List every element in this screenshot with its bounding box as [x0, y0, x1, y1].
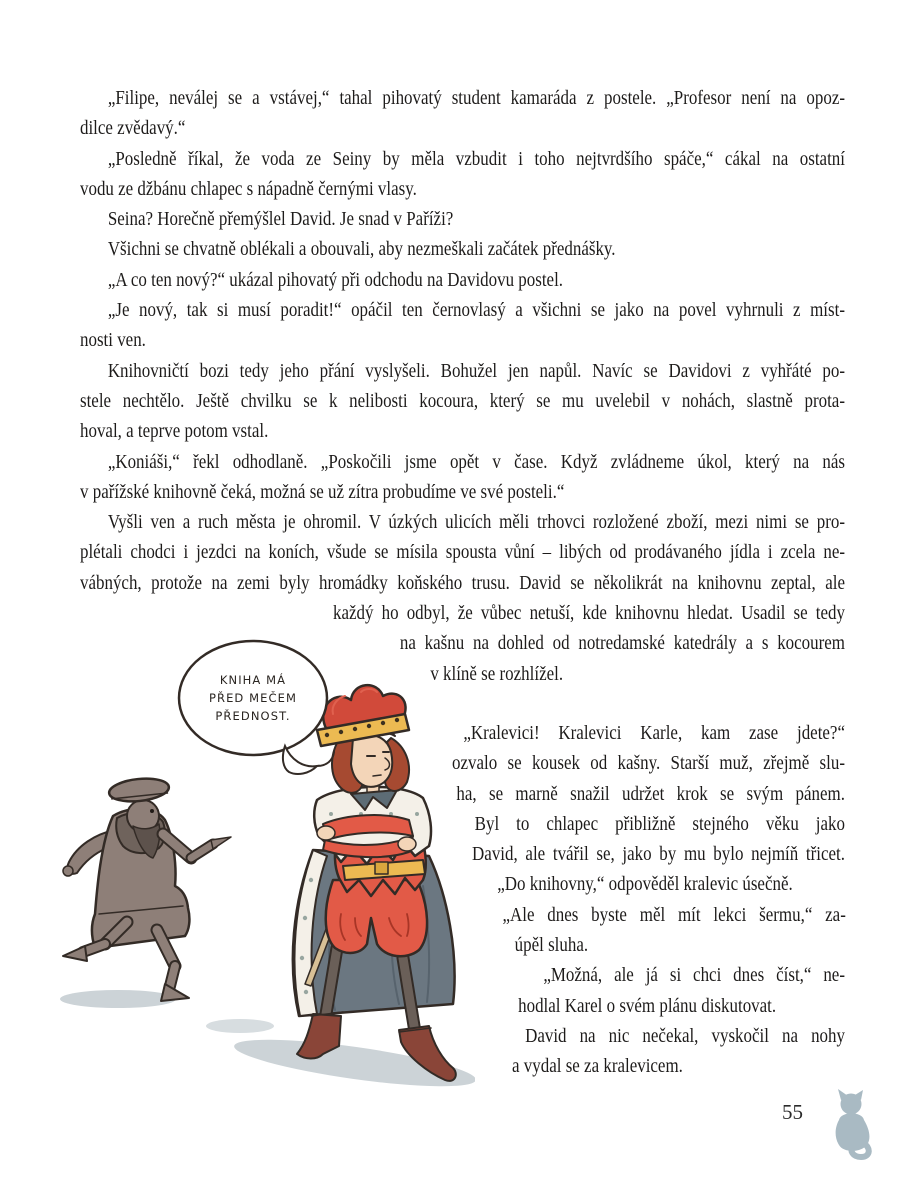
illustration-servant-chasing-prince — [55, 618, 475, 1108]
text-line: stele nechtělo. Ještě chvilku se k nelibosti kocoura, který se mu uvelebil v nohách, slastně prota- — [80, 390, 845, 412]
text-line: Vyšli ven a ruch města je ohromil. V úzkých ulicích měli trhovci rozložené zboží, mezi nimi se pro- — [107, 512, 845, 534]
text-line: Knihovničtí bozi tedy jeho přání vyslyšeli. Bohužel jen napůl. Navíc se Davidovi z vyhřáté po- — [107, 360, 845, 382]
cat-silhouette-icon — [828, 1088, 880, 1160]
text-line: „Do knihovny,“ odpověděl kralevic úsečně. — [497, 874, 793, 896]
speech-bubble-line: KNIHA MÁ — [219, 673, 287, 687]
text-line: David na nic nečekal, vyskočil na nohy — [525, 1025, 845, 1047]
text-line: ha, se marně snažil udržet krok se svým pánem. — [456, 783, 845, 805]
text-line: „Posledně říkal, že voda ze Seiny by měla vzbudit i toho nejtvrdšího spáče,“ cákal na ostatní — [107, 148, 845, 170]
text-line: a vydal se za kralevicem. — [512, 1056, 683, 1078]
text-line: na kašnu na dohled od notredamské katedrály a s kocourem — [399, 633, 845, 655]
text-line: „A co ten nový?“ ukázal pihovatý při odchodu na Davidovu postel. — [107, 269, 564, 291]
speech-bubble — [179, 641, 334, 774]
servant-figure — [63, 776, 231, 1001]
text-line: „Ale dnes byste měl mít lekci šermu,“ za- — [502, 904, 846, 926]
text-line: ozvalo se kousek od kašny. Starší muž, zřejmě slu- — [452, 753, 845, 775]
page-number: 55 — [782, 1100, 803, 1124]
text-line: David, ale tvářil se, jako by mu bylo nejmíň třicet. — [472, 844, 845, 866]
text-line: Byl to chlapec přibližně stejného věku jako — [474, 813, 845, 835]
text-line: „Filipe, neválej se a vstávej,“ tahal pihovatý student kamaráda z postele. „Profesor není na opoz- — [107, 88, 845, 109]
text-line: dilce zvědavý.“ — [80, 118, 186, 140]
text-line: každý ho odbyl, že vůbec netuší, kde knihovnu hledat. Usadil se tedy — [332, 603, 845, 625]
text-line: vábných, protože na zemi byly hromádky koňského trusu. David se několikrát na knihovnu zeptal, ale — [80, 572, 845, 594]
text-line: v pařížské knihovně čeká, možná se už zítra probudíme ve své posteli.“ — [80, 481, 565, 503]
text-line: „Možná, ale já si chci dnes číst,“ ne- — [543, 965, 845, 987]
text-line: plétali chodci i jezdci na koních, všude se mísila spousta vůní – libých od prodávaného jídla i zcela ne- — [80, 542, 845, 564]
text-line: úpěl sluha. — [514, 935, 589, 957]
text-line: „Je nový, tak si musí poradit!“ opáčil ten černovlasý a všichni se jako na povel vyhrnuli z míst- — [107, 300, 845, 322]
text-line: „Koniáši,“ řekl odhodlaně. „Poskočili jsme opět v čase. Když zvládneme úkol, který na nás — [107, 451, 845, 473]
speech-bubble-line: PŘEDNOST. — [215, 709, 291, 723]
prince-figure — [293, 685, 456, 1081]
text-line: Všichni se chvatně oblékali a obouvali, aby nezmeškali začátek přednášky. — [107, 239, 616, 261]
text-line: v klíně se rozhlížel. — [430, 663, 564, 685]
text-line: nosti ven. — [80, 330, 146, 352]
speech-bubble-line: PŘED MEČEM — [208, 691, 298, 705]
text-line: vodu ze džbánu chlapec s nápadně černými vlasy. — [80, 178, 417, 200]
text-line: „Kralevici! Kralevici Karle, kam zase jdete?“ — [463, 722, 845, 744]
text-line: hodlal Karel o svém plánu diskutovat. — [518, 995, 777, 1017]
text-line: Seina? Horečně přemýšlel David. Je snad v Paříži? — [107, 209, 454, 231]
text-line: hoval, a teprve potom vstal. — [80, 421, 269, 443]
